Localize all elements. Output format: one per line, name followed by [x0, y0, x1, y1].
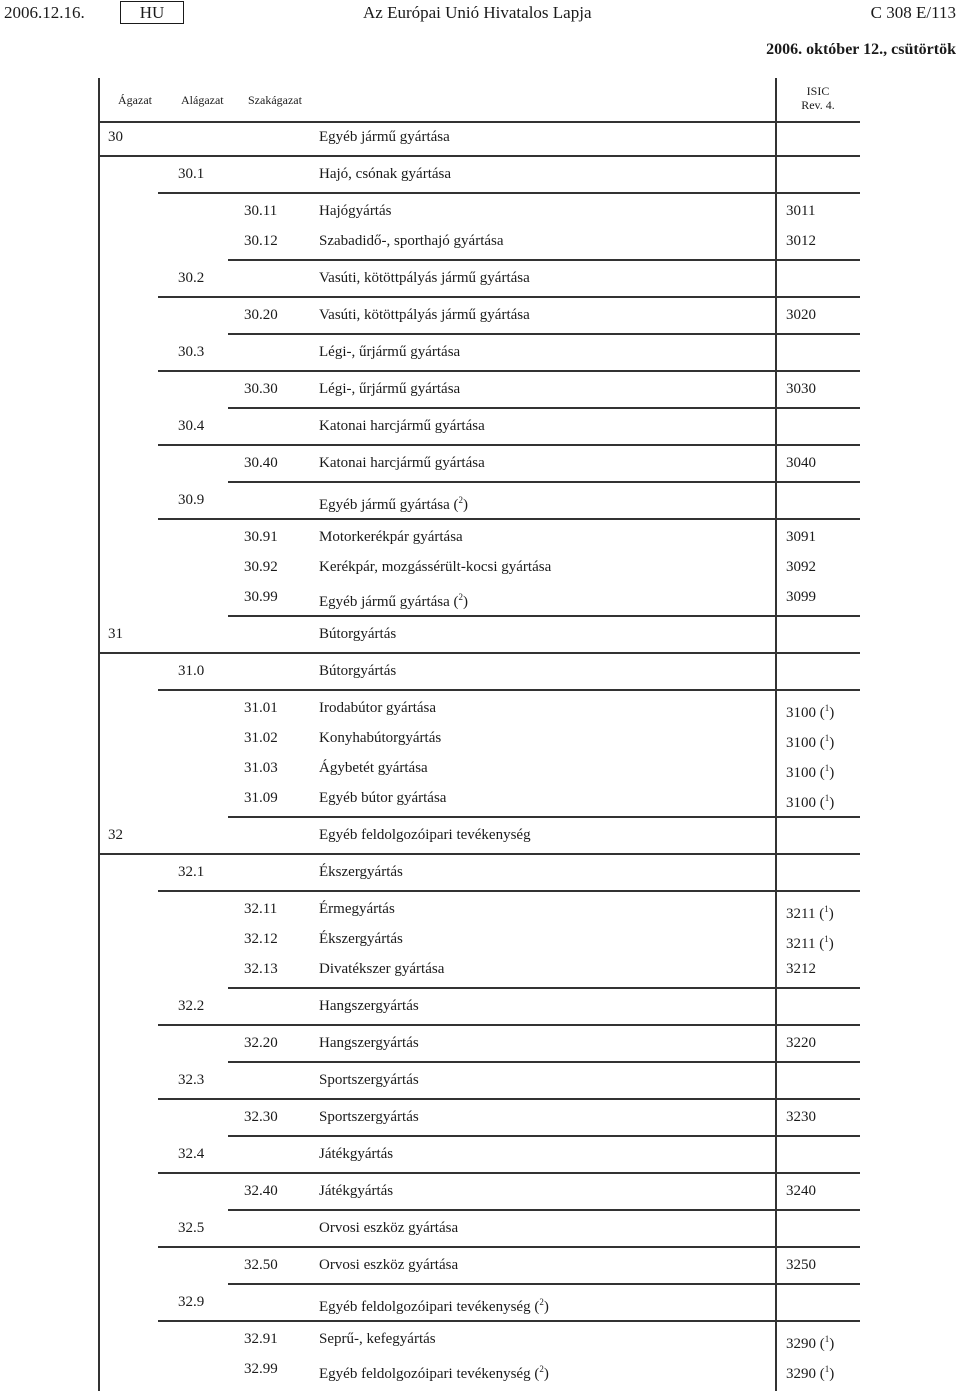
szakagazat-code: 31.01	[244, 700, 278, 716]
activity-description: Vasúti, kötöttpályás jármű gyártása	[319, 270, 530, 286]
activity-description: Légi-, űrjármű gyártása	[319, 381, 461, 397]
footnote-ref: 1	[824, 904, 829, 914]
footnote-ref: 1	[824, 934, 829, 944]
table-row	[98, 1254, 860, 1276]
footnote-ref: 1	[824, 703, 830, 713]
activity-description: Ágybetét gyártása	[319, 760, 428, 776]
isic-code: 3290 ($^1$)	[786, 1364, 835, 1382]
szakagazat-code: 30.99	[244, 589, 278, 605]
col-header-isic-line2: Rev. 4.	[801, 98, 835, 112]
isic-code: 3100 ($^1$)	[786, 763, 835, 781]
isic-code: 3020	[786, 307, 816, 323]
table-row	[98, 1180, 860, 1202]
alagazat-code: 32.4	[178, 1146, 205, 1162]
activity-description: Divatékszer gyártása	[319, 961, 445, 977]
col-header-alagazat: Alágazat	[181, 93, 224, 107]
table-row	[98, 1143, 860, 1165]
col-header-isic-line1: ISIC	[806, 84, 830, 98]
footnote-ref: 2	[458, 495, 464, 505]
col-header-isic	[798, 84, 838, 112]
isic-code: 3212	[786, 961, 816, 977]
alagazat-code: 32.9	[178, 1294, 205, 1310]
alagazat-code: 32.2	[178, 998, 205, 1014]
row-separator	[228, 1209, 860, 1211]
table-row	[98, 928, 860, 950]
isic-code: 3230	[786, 1109, 816, 1125]
row-separator	[228, 259, 860, 261]
table-row	[98, 660, 860, 682]
szakagazat-code: 32.30	[244, 1109, 278, 1125]
table-row	[98, 378, 860, 400]
activity-description: Hangszergyártás	[319, 998, 419, 1014]
row-separator	[228, 407, 860, 409]
table-row	[98, 1032, 860, 1054]
szakagazat-code: 30.11	[244, 203, 278, 219]
row-separator	[228, 333, 860, 335]
page-header	[0, 0, 960, 30]
alagazat-code: 32.1	[178, 864, 205, 880]
table-row	[98, 230, 860, 252]
szakagazat-code: 32.20	[244, 1035, 278, 1051]
row-separator	[228, 1061, 860, 1063]
row-separator	[158, 689, 860, 691]
activity-description: Bútorgyártás	[319, 663, 397, 679]
isic-code: 3100 ($^1$)	[786, 733, 835, 751]
activity-description: Kerékpár, mozgássérült-kocsi gyártása	[319, 559, 552, 575]
footnote-ref: 1	[824, 1334, 830, 1344]
alagazat-code: 32.5	[178, 1220, 205, 1236]
isic-code: 3290 ($^1$)	[786, 1334, 835, 1352]
row-separator	[158, 296, 860, 298]
isic-code: 3100 ($^1$)	[786, 703, 835, 721]
szakagazat-code: 32.11	[244, 901, 278, 917]
activity-description: Egyéb jármű gyártása	[319, 129, 450, 145]
activity-description: Szabadidő-, sporthajó gyártása	[319, 233, 504, 249]
table-row	[98, 1358, 860, 1380]
isic-code: 3011	[786, 203, 816, 219]
row-separator	[228, 481, 860, 483]
table-row	[98, 200, 860, 222]
table-row	[98, 1106, 860, 1128]
alagazat-code: 30.2	[178, 270, 205, 286]
activity-description: Ékszergyártás	[319, 931, 403, 947]
activity-description: Egyéb feldolgozóipari tevékenység	[319, 827, 531, 843]
footnote-ref: 1	[824, 763, 830, 773]
table-row	[98, 163, 860, 185]
isic-code: 3030	[786, 381, 816, 397]
table-row	[98, 341, 860, 363]
isic-code: 3240	[786, 1183, 816, 1199]
row-separator	[158, 370, 860, 372]
activity-description: Motorkerékpár gyártása	[319, 529, 463, 545]
activity-description: Orvosi eszköz gyártása	[319, 1257, 459, 1273]
header-date: 2006.12.16.	[4, 3, 85, 22]
language-badge: HU	[120, 1, 184, 24]
szakagazat-code: 30.40	[244, 455, 278, 471]
activity-description: Bútorgyártás	[319, 626, 397, 642]
table-row	[98, 623, 860, 645]
isic-code: 3220	[786, 1035, 816, 1051]
table-row	[98, 1069, 860, 1091]
agazat-code: 30	[108, 129, 123, 145]
issue-number: C 308 E/113	[870, 3, 956, 22]
isic-code: 3250	[786, 1257, 816, 1273]
table-row	[98, 526, 860, 548]
isic-code: 3092	[786, 559, 816, 575]
table-row	[98, 757, 860, 779]
activity-description: Seprű-, kefegyártás	[319, 1331, 436, 1347]
table-row	[98, 787, 860, 809]
alagazat-code: 30.1	[178, 166, 205, 182]
activity-description: Ékszergyártás	[319, 864, 403, 880]
row-separator	[158, 518, 860, 520]
col-header-agazat: Ágazat	[118, 93, 152, 107]
activity-description: Egyéb jármű gyártása ($^2$)	[319, 592, 469, 610]
table-row	[98, 267, 860, 289]
activity-description: Érmegyártás	[319, 901, 395, 917]
alagazat-code: 30.3	[178, 344, 205, 360]
activity-description: Sportszergyártás	[319, 1109, 419, 1125]
row-separator	[228, 987, 860, 989]
table-row	[98, 556, 860, 578]
footnote-ref: 1	[824, 793, 830, 803]
activity-description: Konyhabútorgyártás	[319, 730, 442, 746]
szakagazat-code: 31.09	[244, 790, 278, 806]
row-separator	[98, 155, 860, 157]
alagazat-code: 30.9	[178, 492, 205, 508]
table-row	[98, 898, 860, 920]
table-row	[98, 304, 860, 326]
row-separator	[158, 1024, 860, 1026]
row-separator	[228, 615, 860, 617]
alagazat-code: 31.0	[178, 663, 205, 679]
row-separator	[98, 652, 860, 654]
alagazat-code: 30.4	[178, 418, 205, 434]
szakagazat-code: 32.99	[244, 1361, 278, 1377]
table-row	[98, 586, 860, 608]
szakagazat-code: 31.03	[244, 760, 278, 776]
activity-description: Hangszergyártás	[319, 1035, 419, 1051]
activity-description: Játékgyártás	[319, 1183, 394, 1199]
szakagazat-code: 30.20	[244, 307, 278, 323]
row-separator	[158, 444, 860, 446]
activity-description: Vasúti, kötöttpályás jármű gyártása	[319, 307, 530, 323]
table-row	[98, 1328, 860, 1350]
row-separator	[158, 192, 860, 194]
agazat-code: 31	[108, 626, 123, 642]
table-row	[98, 824, 860, 846]
journal-title: Az Európai Unió Hivatalos Lapja	[363, 3, 592, 22]
row-separator	[228, 1283, 860, 1285]
activity-description: Sportszergyártás	[319, 1072, 419, 1088]
agazat-code: 32	[108, 827, 123, 843]
szakagazat-code: 30.30	[244, 381, 278, 397]
szakagazat-code: 32.13	[244, 961, 278, 977]
activity-description: Egyéb jármű gyártása ($^2$)	[319, 495, 469, 513]
activity-description: Hajó, csónak gyártása	[319, 166, 452, 182]
table-row	[98, 995, 860, 1017]
table-header-rule	[98, 121, 860, 123]
szakagazat-code: 31.02	[244, 730, 278, 746]
table-row	[98, 452, 860, 474]
row-separator	[158, 1172, 860, 1174]
isic-code: 3211 ($^1$)	[786, 904, 834, 922]
activity-description: Irodabútor gyártása	[319, 700, 437, 716]
activity-description: Játékgyártás	[319, 1146, 394, 1162]
isic-code: 3091	[786, 529, 816, 545]
isic-code: 3040	[786, 455, 816, 471]
table-row	[98, 126, 860, 148]
activity-description: Egyéb feldolgozóipari tevékenység ($^2$)	[319, 1364, 549, 1382]
publication-date: 2006. október 12., csütörtök	[766, 41, 956, 58]
szakagazat-code: 30.92	[244, 559, 278, 575]
table-row	[98, 958, 860, 980]
row-separator	[158, 1098, 860, 1100]
szakagazat-code: 32.40	[244, 1183, 278, 1199]
activity-description: Hajógyártás	[319, 203, 392, 219]
activity-description: Egyéb bútor gyártása	[319, 790, 447, 806]
table-row	[98, 415, 860, 437]
szakagazat-code: 32.50	[244, 1257, 278, 1273]
table-row	[98, 727, 860, 749]
szakagazat-code: 30.12	[244, 233, 278, 249]
row-separator	[158, 890, 860, 892]
footnote-ref: 2	[458, 592, 464, 602]
footnote-ref: 1	[824, 1364, 830, 1374]
szakagazat-code: 30.91	[244, 529, 278, 545]
table-row	[98, 489, 860, 511]
szakagazat-code: 32.91	[244, 1331, 278, 1347]
col-header-szakagazat: Szakágazat	[248, 93, 302, 107]
table-row	[98, 861, 860, 883]
isic-code: 3012	[786, 233, 816, 249]
activity-description: Egyéb feldolgozóipari tevékenység ($^2$)	[319, 1297, 549, 1315]
footnote-ref: 2	[539, 1297, 544, 1307]
table-row	[98, 697, 860, 719]
footnote-ref: 2	[539, 1364, 544, 1374]
row-separator	[228, 1135, 860, 1137]
table-row	[98, 1291, 860, 1313]
isic-code: 3099	[786, 589, 816, 605]
activity-description: Katonai harcjármű gyártása	[319, 455, 485, 471]
isic-code: 3100 ($^1$)	[786, 793, 835, 811]
row-separator	[228, 816, 860, 818]
alagazat-code: 32.3	[178, 1072, 205, 1088]
footnote-ref: 1	[824, 733, 830, 743]
nace-table	[98, 78, 860, 1391]
table-row	[98, 1217, 860, 1239]
isic-code: 3211 ($^1$)	[786, 934, 834, 952]
row-separator	[98, 853, 860, 855]
activity-description: Orvosi eszköz gyártása	[319, 1220, 459, 1236]
szakagazat-code: 32.12	[244, 931, 278, 947]
activity-description: Katonai harcjármű gyártása	[319, 418, 485, 434]
row-separator	[158, 1320, 860, 1322]
row-separator	[158, 1246, 860, 1248]
activity-description: Légi-, űrjármű gyártása	[319, 344, 461, 360]
